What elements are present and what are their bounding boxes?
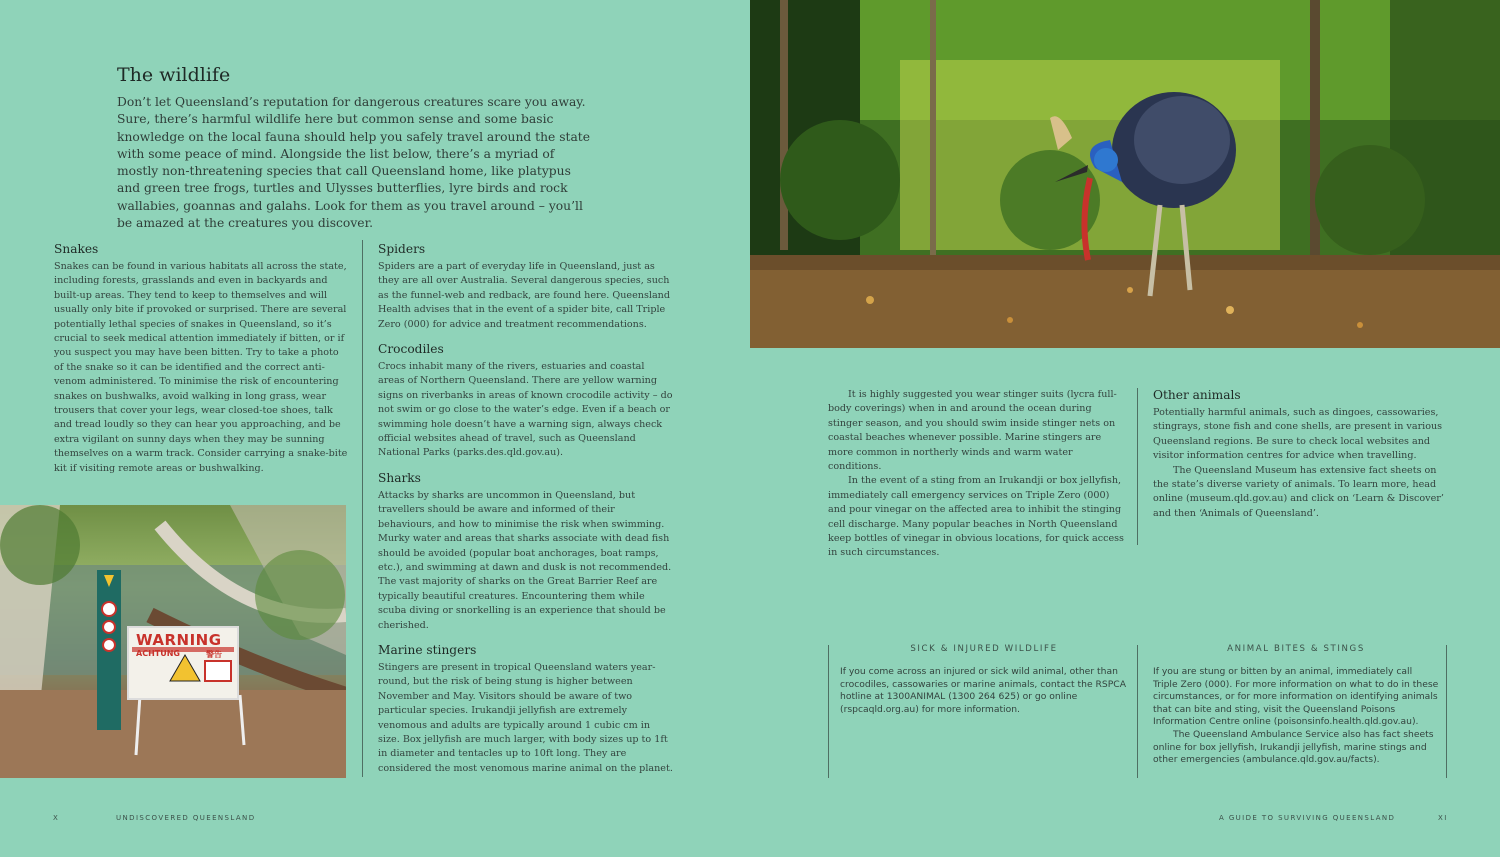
sign-warning-text: WARNING: [136, 631, 222, 649]
bites-stings-paragraph-2: The Queensland Ambulance Service also has fact sheets online for box jellyfish, Irukandji jellyfish, marine stings and other emergencies (ambulance.qld.gov.au/facts).: [1153, 728, 1434, 766]
stingers-text: Stingers are present in tropical Queensland waters year-round, but the risk of being stung is higher between November and May. Visitors should be aware of two particular species. Irukandji jellyfish are extremely venomous and adults are typically around 1 cubic cm in size. Box jellyfish are much larger, with body sizes up to 1ft in diameter and tentacles up to 10ft long. They are considered the most venomous marine animal on the planet.: [378, 661, 673, 774]
snakes-section: [54, 242, 348, 476]
crocodiles-text: Crocs inhabit many of the rivers, estuaries and coastal areas of Northern Queensland. There are yellow warning signs on riverbanks in areas of known crocodile activity – do not swim or go close to the water’s edge. Even if a beach or swimming hole doesn’t have a warning sign, always check official websites ahead of travel, such as Queensland National Parks (parks.des.qld.gov.au).: [378, 361, 673, 459]
other-animals-title: Other animals: [1153, 388, 1241, 402]
footer-page-number-right: XI: [1438, 814, 1448, 822]
other-animals-section: [1153, 388, 1445, 521]
footer-page-number-left: X: [53, 814, 60, 822]
box-divider: [828, 645, 829, 778]
warning-sign-photo: [0, 505, 346, 778]
middle-column: [378, 242, 674, 786]
cassowary-illustration: [750, 0, 1500, 348]
other-animals-paragraph-2: The Queensland Museum has extensive fact sheets on the state’s diverse variety of animals. To learn more, head online (museum.qld.gov.au) and click on ‘Learn & Discover’ and then ‘Animals of Queensland’.: [1153, 464, 1444, 519]
spiders-section: [378, 242, 674, 332]
box-divider: [1446, 645, 1447, 778]
bites-stings-paragraph-1: If you are stung or bitten by an animal, immediately call Triple Zero (000). For more information on what to do in these circumstances, or for more information on identifying animals that can bite and sting, visit the Queensland Poisons Information Centre online (poisonsinfo.health.qld.gov.au).: [1153, 666, 1439, 728]
sick-wildlife-box: [840, 644, 1128, 716]
stingers-section: [378, 643, 674, 776]
sick-wildlife-text: If you come across an injured or sick wild animal, other than crocodiles, cassowaries or marine animals, contact the RSPCA hotline at 1300ANIMAL (1300 264 625) or go online (rspcaqld.org.au) for more information.: [840, 666, 1126, 715]
box-divider: [1137, 645, 1138, 778]
stinger-paragraph-2: In the event of a sting from an Irukandji or box jellyfish, immediately call emergency services on Triple Zero (000) and pour vinegar on the affected area to inhibit the stinging cell discharge. Many popular beaches in North Queensland keep bottles of vinegar in obvious locations, for quick access in such circumstances.: [828, 475, 1124, 559]
intro-paragraph: Don’t let Queensland’s reputation for dangerous creatures scare you away. Sure, there’s harmful wildlife here but common sense and some basic knowledge on the local fauna should help you safely travel around the state with some peace of mind. Alongside the list below, there’s a myriad of mostly non-threatening species that call Queensland home, like platypus and green tree frogs, turtles and Ulysses butterflies, lyre birds and rock wallabies, goannas and galahs. Look for them as you travel around – you’ll be amazed at the creatures you discover.: [117, 95, 590, 231]
cassowary-photo: [750, 0, 1500, 348]
other-animals-paragraph-1: Potentially harmful animals, such as dingoes, cassowaries, stingrays, stone fish and cone shells, are present in various Queensland regions. Be sure to check local websites and visitor information centres for advice when travelling.: [1153, 407, 1443, 462]
stinger-continued: [828, 388, 1124, 561]
page-heading: The wildlife: [117, 64, 231, 86]
footer-chapter-title: A GUIDE TO SURVIVING QUEENSLAND: [1219, 814, 1396, 822]
sick-wildlife-title: SICK & INJURED WILDLIFE: [910, 644, 1058, 654]
spiders-title: Spiders: [378, 242, 426, 256]
crocodiles-title: Crocodiles: [378, 342, 444, 357]
sign-japanese-text: 警告: [206, 650, 222, 659]
sign-achtung-text: ACHTUNG: [136, 649, 180, 658]
column-divider: [362, 240, 363, 777]
column-divider: [1137, 388, 1138, 545]
bites-stings-box: [1153, 644, 1439, 767]
crocodiles-section: [378, 342, 674, 461]
sharks-text: Attacks by sharks are uncommon in Queensland, but travellers should be aware and informed of their behaviours, and how to minimise the risk when swimming. Murky water and areas that sharks associate with dead fish should be avoided (popular boat anchorages, boat ramps, etc.), and swimming at dawn and dusk is not recommended. The vast majority of sharks on the Great Barrier Reef are typically beautiful creatures. Encountering them while scuba diving or snorkelling is an experience that should be cherished.: [378, 489, 672, 631]
stingers-title: Marine stingers: [378, 642, 477, 657]
footer-book-title: UNDISCOVERED QUEENSLAND: [116, 814, 256, 822]
stinger-paragraph-1: It is highly suggested you wear stinger suits (lycra full-body coverings) when in and around the ocean during stinger season, and you should swim inside stinger nets on coastal beaches whenever possible. Marine stingers are more common in northerly winds and warm water conditions.: [828, 389, 1117, 473]
spiders-text: Spiders are a part of everyday life in Queensland, just as they are all over Australia. Several dangerous species, such as the funnel-web and redback, are found here. Queensland Health advises that in the event of a spider bite, call Triple Zero (000) for advice and treatment recommendations.: [378, 261, 670, 330]
bites-stings-title: ANIMAL BITES & STINGS: [1227, 644, 1365, 654]
snakes-text: Snakes can be found in various habitats all across the state, including forests, grasslands and even in backyards and built-up areas. They tend to keep to themselves and will usually only bite if provoked or surprised. There are several potentially lethal species of snakes in Queensland, so it’s crucial to seek medical attention immediately if bitten, or if you suspect you may have been bitten. Try to take a photo of the snake so it can be identified and the correct anti-venom administered. To minimise the risk of encountering snakes on bushwalks, avoid walking in long grass, wear trousers that cover your legs, wear closed-toe shoes, talk and tread loudly so they can hear you approaching, and be extra vigilant on sunny days when they may be sunning themselves on a warm track. Consider carrying a snake-bite kit if visiting remote areas or bushwalking.: [54, 261, 348, 474]
sharks-section: [378, 471, 674, 633]
sharks-title: Sharks: [378, 470, 421, 485]
snakes-title: Snakes: [54, 242, 99, 256]
